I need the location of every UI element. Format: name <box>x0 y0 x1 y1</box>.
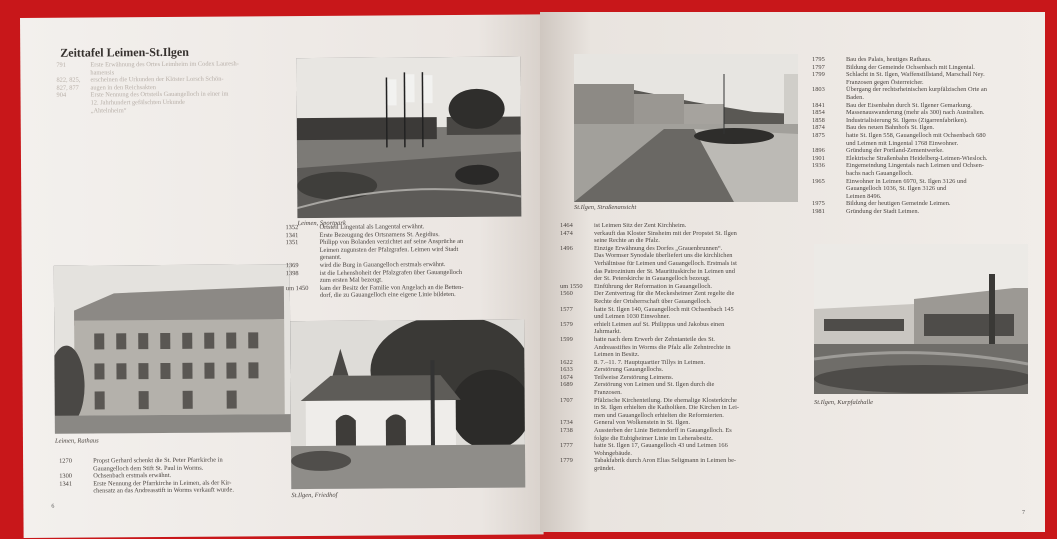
timeline-year <box>560 260 594 268</box>
timeline-text: Andreasstiftes in Worms die Pfalz alle Zehntrechte in <box>594 343 731 351</box>
timeline-row <box>560 412 810 420</box>
timeline-year: 1352 <box>285 224 299 232</box>
timeline-year <box>560 275 594 283</box>
timeline-row <box>560 336 810 344</box>
timeline-text: erhielt Leimen auf St. Philippus und Jakobus einen <box>594 320 725 328</box>
timeline-year: 1633 <box>560 366 573 374</box>
timeline-row <box>560 268 810 276</box>
timeline-row <box>560 374 810 382</box>
timeline-row <box>560 389 810 397</box>
photo-sportpark <box>296 57 521 219</box>
timeline-year: 1369 <box>285 262 299 270</box>
timeline-text: Gauangelloch 1036, St. Ilgen 3126 und <box>846 185 947 193</box>
timeline-year: 1874 <box>812 124 825 132</box>
right-page <box>540 12 1045 532</box>
timeline-text: Einzige Erwähnung des Dorfes „Grauenbrunnen“. <box>594 244 723 252</box>
timeline-year <box>560 237 594 245</box>
timeline-year: 1579 <box>560 320 573 328</box>
caption-friedhof: St.Ilgen, Friedhof <box>291 491 338 500</box>
timeline-row <box>560 245 810 253</box>
timeline-text: Einführung der Reformation in Gauangelloch. <box>594 282 713 290</box>
timeline-row <box>560 404 810 412</box>
page-title: Zeittafel Leimen-St.Ilgen <box>60 44 189 60</box>
caption-strassenansicht: St.Ilgen, Straßenansicht <box>574 204 637 211</box>
timeline-text: Gauangelloch dem Stift St. Paul in Worms. <box>93 464 204 473</box>
timeline-year: 822, 825, <box>56 76 81 84</box>
timeline-text: Zerstörung von Leimen und St. Ilgen durch die <box>594 381 715 389</box>
timeline-row <box>812 132 1040 140</box>
timeline-year: 1622 <box>560 358 573 366</box>
timeline-row <box>560 397 810 405</box>
timeline-text: Wohngebäude. <box>594 449 632 457</box>
timeline-row <box>560 321 810 329</box>
timeline-year <box>560 344 594 352</box>
timeline-year: 1351 <box>285 239 299 247</box>
caption-kurpfalzhalle: St.Ilgen, Kurpfalzhalle <box>814 399 874 406</box>
photo-strassenansicht <box>574 54 798 202</box>
timeline-year: 1398 <box>285 269 299 277</box>
timeline-text: Bildung der heutigen Gemeinde Leimen. <box>846 200 951 208</box>
page-number-left: 6 <box>51 503 55 510</box>
timeline-row <box>560 450 810 458</box>
timeline-text: Erste Nennung der Pfarrkirche in Leimen, als der Kir- <box>93 479 232 488</box>
timeline-text: Baden. <box>846 93 864 101</box>
timeline-year: 1341 <box>285 231 299 239</box>
caption-rathaus: Leimen, Rathaus <box>54 437 99 445</box>
timeline-year: 1779 <box>560 457 573 465</box>
timeline-year: 1707 <box>560 396 573 404</box>
timeline-year: 1936 <box>812 162 825 170</box>
timeline-year <box>286 292 320 300</box>
timeline-text: bachs nach Gauangelloch. <box>846 169 913 177</box>
timeline-row <box>560 351 810 359</box>
timeline-left-mid <box>285 219 528 300</box>
timeline-year: 1875 <box>812 131 825 139</box>
timeline-row <box>560 283 810 291</box>
timeline-year <box>560 268 594 276</box>
timeline-text: kam der Besitz der Familie von Angelach an die Betten- <box>319 283 464 292</box>
timeline-year: 1901 <box>812 154 825 162</box>
timeline-row <box>812 86 1040 94</box>
timeline-text: Teilweise Zerstörung Leimens. <box>594 373 674 381</box>
caption-sportpark: Leimen, Sportpark <box>297 219 346 228</box>
timeline-left-bottom <box>59 456 287 496</box>
timeline-text: Übergang der rechtsrheinischen kurpfälzischen Orte an <box>846 86 987 94</box>
timeline-row <box>812 140 1040 148</box>
timeline-row <box>560 442 810 450</box>
timeline-row <box>812 117 1040 125</box>
timeline-text: Ochsenbach erstmals erwähnt. <box>93 472 172 480</box>
timeline-row <box>812 79 1040 87</box>
timeline-row <box>812 208 1040 216</box>
timeline-text: Philipp von Bolanden verzichtet auf seine Ansprüche an <box>319 238 464 247</box>
timeline-text: Bau des Palais, heutiges Rathaus. <box>846 56 932 63</box>
page-number-right: 7 <box>1022 510 1025 516</box>
timeline-text: men und Gauangelloch erhielten die Reformierten. <box>594 411 724 419</box>
timeline-text: Bildung der Gemeinde Ochsenbach mit Lingental. <box>846 63 975 71</box>
timeline-text: Erste Bezeugung des Ortsnamens St. Aegidius. <box>319 230 440 239</box>
timeline-year: 1799 <box>812 71 825 79</box>
timeline-year <box>812 94 846 102</box>
timeline-right-top <box>812 56 1040 215</box>
timeline-text: wird die Burg in Gauangelloch erstmals erwähnt. <box>319 261 446 269</box>
timeline-row <box>560 465 810 473</box>
timeline-row <box>812 200 1040 208</box>
timeline-row <box>560 419 810 427</box>
photo-rathaus <box>54 264 291 434</box>
timeline-text: Bau des neuen Bahnhofs St. Ilgen. <box>846 124 935 132</box>
timeline-year <box>57 107 91 115</box>
timeline-year: 1854 <box>812 109 825 117</box>
timeline-row <box>812 185 1040 193</box>
timeline-year: 1577 <box>560 305 573 313</box>
timeline-text: genannt. <box>319 254 342 262</box>
timeline-year <box>560 328 594 336</box>
timeline-text: der St. Peterskirche in Gauangelloch bezeugt. <box>594 275 711 283</box>
timeline-row <box>812 94 1040 102</box>
timeline-year <box>812 79 846 87</box>
timeline-row <box>812 147 1040 155</box>
photo-friedhof <box>290 319 525 489</box>
timeline-year: 1777 <box>560 442 573 450</box>
timeline-text: Aussterben der Linie Bettendorff in Gauangelloch. Es <box>594 427 732 435</box>
timeline-row <box>812 71 1040 79</box>
timeline-row <box>560 366 810 374</box>
timeline-text: 8. 7.–11. 7. Hauptquartier Tillys in Leimen. <box>594 358 706 366</box>
timeline-row <box>560 435 810 443</box>
timeline-row <box>560 237 810 245</box>
timeline-row <box>812 178 1040 186</box>
timeline-year: 1981 <box>812 207 825 215</box>
timeline-year <box>560 298 594 306</box>
timeline-year: 1464 <box>560 222 573 229</box>
timeline-year: um 1450 <box>285 284 309 292</box>
timeline-row <box>560 260 810 268</box>
timeline-year <box>560 465 594 473</box>
timeline-year: um 1550 <box>560 282 583 290</box>
timeline-year: 904 <box>56 92 67 100</box>
timeline-text: Ortsteil Lingental als Langental erwähnt. <box>319 223 425 231</box>
timeline-text: hatte St. Ilgen 558, Gauangelloch mit Ochsenbach 680 <box>846 131 986 139</box>
timeline-text: augen in den Reichsakten <box>90 83 156 92</box>
timeline-text: Elektrische Straßenbahn Heidelberg-Leimen-Wiesloch. <box>846 154 988 162</box>
timeline-text: dorf, die zu Gauangelloch eine eigene Linie bildeten. <box>319 291 456 300</box>
timeline-text: Jahrmarkt. <box>594 328 622 336</box>
timeline-year: 1797 <box>812 63 825 71</box>
timeline-year <box>560 313 594 321</box>
timeline-text: Schlacht in St. Ilgen, Waffenstillstand, Marschall Ney. <box>846 71 985 79</box>
timeline-text: Erste Nennung des Ortsteils Gauangelloch in einer im <box>90 90 229 99</box>
timeline-text: Der Zentvertrag für die Meckesheimer Zent regelte die <box>594 290 735 298</box>
timeline-text: Eingemeindung Lingentals nach Leimen und Ochsen- <box>846 162 984 170</box>
timeline-year: 1841 <box>812 101 825 109</box>
timeline-text: 12. Jahrhundert gefälschten Urkunde <box>90 98 186 107</box>
timeline-year: 1975 <box>812 200 825 208</box>
timeline-text: hatte St. Ilgen 140, Gauangelloch mit Ochsenbach 145 <box>594 305 734 313</box>
timeline-row <box>812 56 1040 64</box>
timeline-row <box>560 427 810 435</box>
timeline-year: 1858 <box>812 116 825 124</box>
timeline-row <box>560 328 810 336</box>
timeline-year: 1896 <box>812 147 825 155</box>
timeline-row <box>812 162 1040 170</box>
timeline-year <box>560 252 594 260</box>
timeline-text: Gründung der Stadt Leimen. <box>846 207 920 215</box>
timeline-year: 1599 <box>560 335 573 343</box>
timeline-text: Das Wormser Synodale überliefert uns die kirchlichen <box>594 252 733 260</box>
timeline-text: in St. Ilgen erhielten die Katholiken. Die Kirchen in Lei- <box>594 404 739 412</box>
timeline-text: erscheinen die Urkunden der Klöster Lorsch Schön- <box>90 75 224 84</box>
timeline-row <box>560 457 810 465</box>
timeline-year <box>560 351 594 359</box>
timeline-row <box>59 487 287 496</box>
timeline-text: und Leimen mit Lingental 1768 Einwohner. <box>846 139 959 147</box>
timeline-text: verkauft das Kloster Sinsheim mit der Propstei St. Ilgen <box>594 229 737 237</box>
timeline-year: 1795 <box>812 56 825 63</box>
photo-kurpfalzhalle <box>814 244 1028 394</box>
timeline-text: seine Rechte an die Pfalz. <box>594 237 660 245</box>
timeline-row <box>812 124 1040 132</box>
timeline-row <box>560 230 810 238</box>
timeline-year: 1803 <box>812 86 825 94</box>
timeline-row <box>286 291 528 300</box>
timeline-row <box>560 381 810 389</box>
timeline-text: das Patrozinium der St. Mauritiuskirche in Leimen und <box>594 267 735 275</box>
timeline-text: Franzosen. <box>594 389 622 397</box>
timeline-text: Massenauswanderung (mehr als 300) nach Australien. <box>846 109 985 117</box>
timeline-row <box>57 106 287 115</box>
timeline-row <box>560 222 810 230</box>
timeline-row <box>812 155 1040 163</box>
timeline-year <box>812 170 846 178</box>
timeline-left-top <box>56 60 286 115</box>
timeline-row <box>812 64 1040 72</box>
timeline-row <box>560 306 810 314</box>
timeline-year: 1300 <box>59 472 73 480</box>
timeline-text: hamensis <box>90 68 115 77</box>
timeline-text: zum ersten Mal bezeugt. <box>319 276 383 285</box>
timeline-year: 1674 <box>560 373 573 381</box>
timeline-row <box>560 252 810 260</box>
timeline-text: Einwohner in Leimen 6970, St. Ilgen 3126 und <box>846 177 967 185</box>
timeline-year <box>59 488 93 496</box>
timeline-text: Erste Erwähnung des Ortes Leimheim im Codex Lauresh- <box>90 60 239 69</box>
timeline-row <box>560 290 810 298</box>
timeline-year: 791 <box>56 61 66 69</box>
timeline-text: Pfälzische Kirchenteilung. Die ehemalige Klosterkirche <box>594 396 737 404</box>
timeline-year: 1341 <box>59 480 73 488</box>
timeline-year <box>812 193 846 201</box>
timeline-year: 1560 <box>560 290 573 298</box>
timeline-text: ist Leimen Sitz der Zent Kirchheim. <box>594 222 687 229</box>
timeline-text: Leimen 8496. <box>846 192 882 200</box>
timeline-row <box>560 344 810 352</box>
timeline-text: Leimen in Besitz. <box>594 351 640 359</box>
timeline-text: Tabakfabrik durch Aron Elias Seligmann in Leimen be- <box>594 457 737 465</box>
timeline-year <box>812 140 846 148</box>
timeline-text: General von Wolkenstein in St. Ilgen. <box>594 419 691 427</box>
timeline-year: 827, 877 <box>56 84 79 92</box>
timeline-text: hatte nach dem Erwerb der Zehntanteile des St. <box>594 335 716 343</box>
timeline-text: Zerstörung Gauangellochs. <box>594 366 664 374</box>
timeline-year: 1270 <box>59 457 72 465</box>
timeline-year: 1474 <box>560 229 573 237</box>
timeline-text: „Ahtelnheim“ <box>90 106 127 115</box>
timeline-row <box>560 313 810 321</box>
timeline-year: 1734 <box>560 419 573 427</box>
timeline-year: 1496 <box>560 244 573 252</box>
timeline-year <box>560 435 594 443</box>
timeline-year <box>812 185 846 193</box>
timeline-text: und Leimen 1030 Einwohner. <box>594 313 670 321</box>
timeline-text: chensatz an das Andreasstift in Worms verkauft wurde. <box>93 486 234 495</box>
timeline-year: 1965 <box>812 177 825 185</box>
timeline-text: gründet. <box>594 465 616 472</box>
timeline-year <box>560 412 594 420</box>
timeline-year <box>560 389 594 397</box>
timeline-year: 1738 <box>560 427 573 435</box>
timeline-text: hatte St. Ilgen 17, Gauangelloch 43 und Leimen 166 <box>594 442 728 450</box>
timeline-text: Gründung der Portland-Zementwerke. <box>846 147 944 155</box>
timeline-text: Rechte der Ortsherrschaft über Gauangelloch. <box>594 297 712 305</box>
timeline-text: Propst Gerhard schenkt die St. Peter Pfarrkirche in <box>93 456 223 465</box>
timeline-row <box>812 102 1040 110</box>
left-page <box>20 14 544 538</box>
timeline-year <box>560 450 594 458</box>
timeline-year <box>560 404 594 412</box>
timeline-year: 1689 <box>560 381 573 389</box>
timeline-right-main <box>560 222 810 473</box>
timeline-row <box>560 298 810 306</box>
timeline-text: Industrialisierung St. Ilgens (Zigarrenfabriken). <box>846 116 968 124</box>
timeline-text: folgte die Eubigheimer Linie im Lehensbesitz. <box>594 434 713 442</box>
timeline-row <box>812 109 1040 117</box>
timeline-text: Verhältnisse für Leimen und Gauangelloch. Erstmals ist <box>594 259 737 267</box>
timeline-text: Leimen zugunsten der Pfalzgrafen. Leimen wird Stadt <box>319 245 459 254</box>
timeline-text: ist die Lehenshoheit der Pfalzgrafen über Gauangelloch <box>319 268 463 277</box>
timeline-row <box>812 170 1040 178</box>
timeline-text: Franzosen gegen Österreicher. <box>846 78 924 86</box>
timeline-row <box>560 359 810 367</box>
timeline-row <box>560 275 810 283</box>
timeline-row <box>812 193 1040 201</box>
timeline-text: Bau der Eisenbahn durch St. Ilgener Gemarkung. <box>846 101 972 109</box>
